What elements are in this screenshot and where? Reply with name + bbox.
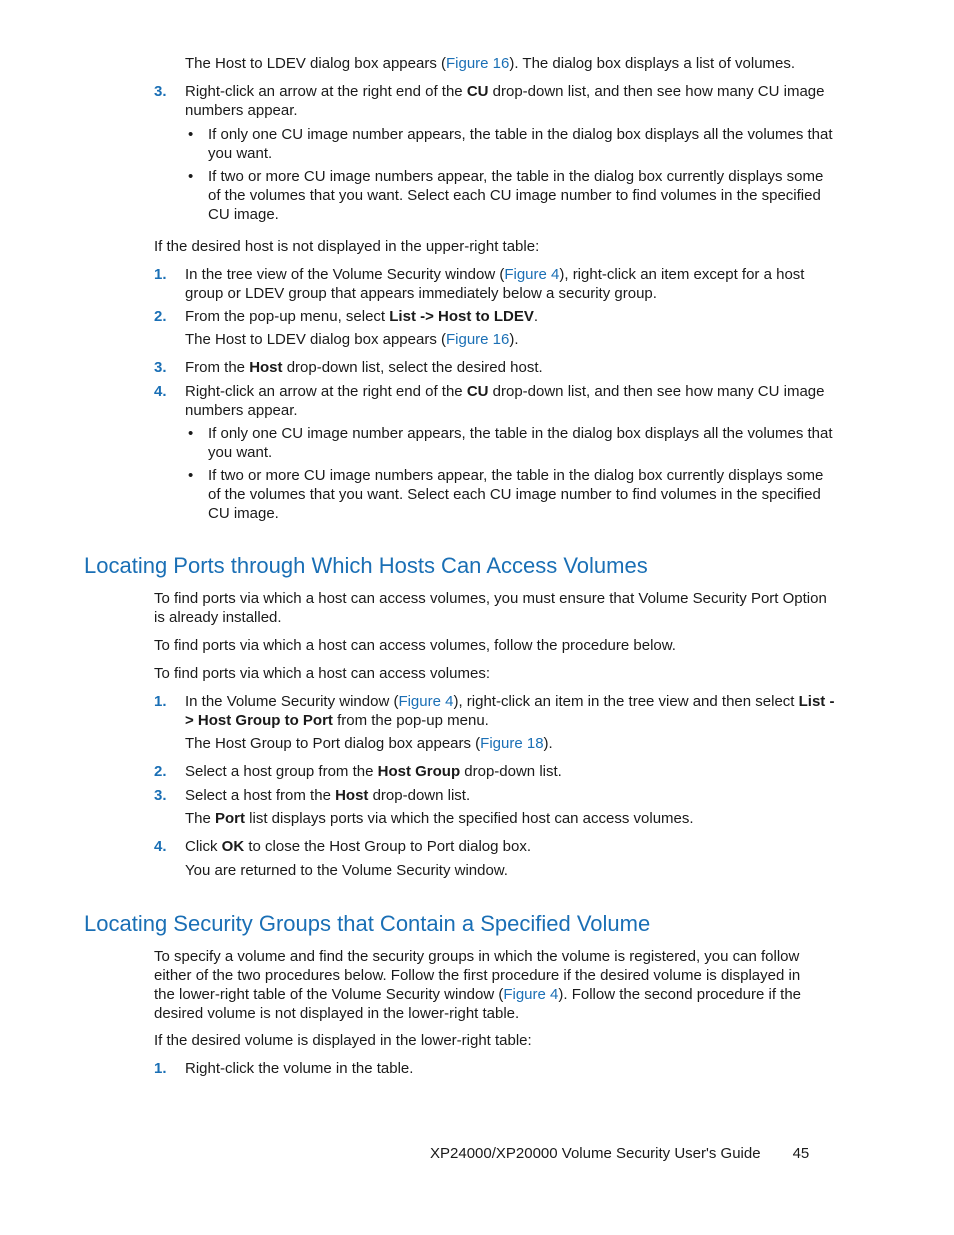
- step-number: 4.: [154, 838, 167, 855]
- step-text: In the tree view of the Volume Security window (Figure 4), right-click an item except for a host group or LDEV group that appears immediately below a security group.: [185, 266, 805, 302]
- paragraph: To find ports via which a host can access volumes, you must ensure that Volume Security Port Option is already installed.: [154, 590, 827, 626]
- paragraph-host-to-ldev-appears: The Host to LDEV dialog box appears (Figure 16). The dialog box displays a list of volumes.: [185, 55, 796, 72]
- step-result: The Host Group to Port dialog box appears (Figure 18).: [185, 735, 553, 752]
- paragraph: If the desired volume is displayed in the lower-right table:: [154, 1032, 532, 1049]
- bullet-text: If two or more CU image numbers appear, the table in the dialog box currently displays some of the volumes that you want. Select each CU image number to find volumes in the specified CU image.: [208, 168, 824, 223]
- bullet-icon: •: [188, 425, 194, 442]
- step-result: The Port list displays ports via which the specified host can access volumes.: [185, 810, 694, 827]
- section-heading-locating-ports: Locating Ports through Which Hosts Can Access Volumes: [84, 553, 648, 578]
- figure-4-link[interactable]: Figure 4: [398, 693, 454, 710]
- step-number: 1.: [154, 266, 167, 283]
- step-number: 3.: [154, 359, 167, 376]
- page-number: 45: [792, 1145, 810, 1162]
- step-number: 3.: [154, 83, 167, 100]
- step-text: Select a host from the Host drop-down list.: [185, 787, 471, 804]
- step-number: 4.: [154, 383, 167, 400]
- figure-4-link[interactable]: Figure 4: [503, 986, 559, 1003]
- bullet-icon: •: [188, 168, 194, 185]
- footer-title: XP24000/XP20000 Volume Security User's Guide: [430, 1145, 761, 1162]
- bullet-icon: •: [188, 467, 194, 484]
- lead-paragraph: If the desired host is not displayed in the upper-right table:: [154, 238, 540, 255]
- step-number: 2.: [154, 308, 167, 325]
- step-number: 2.: [154, 763, 167, 780]
- step-text: From the pop-up menu, select List -> Host to LDEV.: [185, 308, 539, 325]
- paragraph: To specify a volume and find the security groups in which the volume is registered, you can follow either of the two procedures below. Follow the first procedure if the desired volume is displayed in the lower-right table of the Volume Security window (Figure 4). Follow the second procedure if the desired volume is not displayed in the lower-right table.: [154, 948, 802, 1022]
- page-footer: [430, 1144, 830, 1163]
- step-text: Right-click an arrow at the right end of the CU drop-down list, and then see how many CU image numbers appear.: [185, 83, 825, 119]
- step-text: Right-click the volume in the table.: [185, 1060, 414, 1077]
- step-text: Select a host group from the Host Group drop-down list.: [185, 763, 562, 780]
- step-number: 1.: [154, 1060, 167, 1077]
- bullet-icon: •: [188, 126, 194, 143]
- figure-4-link[interactable]: Figure 4: [504, 266, 560, 283]
- section-heading-locating-security-groups: Locating Security Groups that Contain a Specified Volume: [84, 911, 651, 936]
- step-text: From the Host drop-down list, select the desired host.: [185, 359, 543, 376]
- bullet-text: If only one CU image number appears, the table in the dialog box displays all the volumes that you want.: [208, 425, 833, 461]
- bullet-text: If two or more CU image numbers appear, the table in the dialog box currently displays some of the volumes that you want. Select each CU image number to find volumes in the specified CU image.: [208, 467, 824, 522]
- step-text: Right-click an arrow at the right end of the CU drop-down list, and then see how many CU image numbers appear.: [185, 383, 825, 419]
- paragraph: To find ports via which a host can access volumes:: [154, 665, 490, 682]
- figure-16-link[interactable]: Figure 16: [445, 331, 510, 348]
- step-result: The Host to LDEV dialog box appears (Figure 16).: [185, 331, 519, 348]
- paragraph: To find ports via which a host can access volumes, follow the procedure below.: [154, 637, 676, 654]
- figure-16-link[interactable]: Figure 16: [445, 55, 510, 72]
- figure-18-link[interactable]: Figure 18: [480, 735, 544, 752]
- step-number: 3.: [154, 787, 167, 804]
- step-text: In the Volume Security window (Figure 4), right-click an item in the tree view and then select List -> Host Group to Port from the pop-up menu.: [185, 693, 835, 729]
- step-result: You are returned to the Volume Security window.: [185, 862, 508, 879]
- bullet-text: If only one CU image number appears, the table in the dialog box displays all the volumes that you want.: [208, 126, 833, 162]
- step-number: 1.: [154, 693, 167, 710]
- step-text: Click OK to close the Host Group to Port dialog box.: [185, 838, 531, 855]
